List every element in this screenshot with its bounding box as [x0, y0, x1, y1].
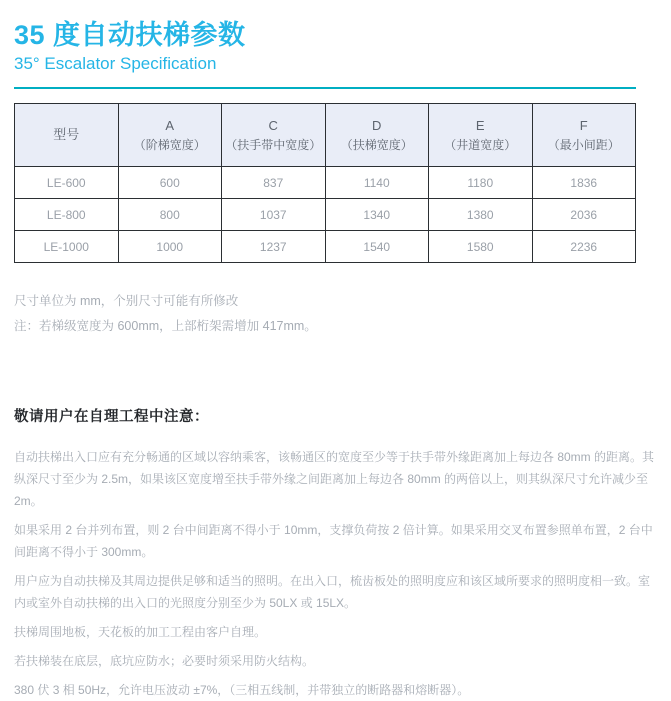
cell-value: 1540	[325, 231, 429, 263]
cell-model: LE-600	[15, 167, 119, 199]
cell-value: 600	[118, 167, 222, 199]
title-divider	[14, 87, 636, 89]
header-label: E	[475, 117, 485, 133]
header-cell-a	[118, 104, 222, 167]
cell-value: 2036	[532, 199, 636, 231]
spec-table	[14, 103, 636, 263]
cell-value: 1580	[429, 231, 533, 263]
notice-paragraph: 扶梯周围地板，天花板的加工工程由客户自理。	[14, 625, 267, 640]
header-label: 型号	[53, 126, 80, 142]
notice-paragraph: 用户应为自动扶梯及其周边提供足够和适当的照明。在出入口，梳齿板处的照明度应和该区域所要求的照明度相一致。室内或室外自动扶梯的出入口的光照度分别至少为 50LX 或 15LX。	[14, 574, 651, 611]
notice-paragraph: 380 伏 3 相 50Hz，允许电压波动 ±7%，（三相五线制，并带独立的断路器和熔断器）。	[14, 683, 470, 698]
cell-value: 1180	[429, 167, 533, 199]
header-label: C	[268, 117, 278, 133]
header-cell-e	[429, 104, 533, 167]
header-label: D	[372, 117, 382, 133]
note-units: 尺寸单位为 mm，个别尺寸可能有所修改	[14, 294, 239, 309]
table-header-row	[15, 104, 636, 167]
cell-value: 1836	[532, 167, 636, 199]
table-row	[15, 231, 636, 263]
notice-paragraph: 如果采用 2 台并列布置，则 2 台中间距离不得小于 10mm，支撑负荷按 2 倍计算。如果采用交叉布置参照单布置，2 台中间距离不得小于 300mm。	[14, 523, 653, 560]
page-subtitle: 35° Escalator Specification	[14, 54, 217, 74]
header-sublabel: （扶手带中宽度）	[225, 137, 322, 152]
cell-value: 1340	[325, 199, 429, 231]
page-title: 35 度自动扶梯参数	[14, 20, 246, 50]
header-sublabel: （井道宽度）	[444, 137, 517, 152]
header-sublabel: （扶梯宽度）	[340, 137, 413, 152]
cell-value: 1380	[429, 199, 533, 231]
header-label: A	[165, 117, 175, 133]
cell-model: LE-1000	[15, 231, 119, 263]
header-label: F	[579, 117, 588, 133]
header-cell-c	[222, 104, 326, 167]
cell-value: 1000	[118, 231, 222, 263]
table-notes	[14, 289, 655, 339]
notice-heading: 敬请用户在自理工程中注意：	[14, 409, 209, 426]
spec-table-header	[15, 104, 636, 167]
cell-value: 1140	[325, 167, 429, 199]
cell-model: LE-800	[15, 199, 119, 231]
cell-value: 837	[222, 167, 326, 199]
header-sublabel: （最小间距）	[547, 137, 620, 152]
header-cell-d	[325, 104, 429, 167]
table-row	[15, 167, 636, 199]
header-cell-model	[15, 104, 119, 167]
note-truss: 注：若梯级宽度为 600mm，上部桁架需增加 417mm。	[14, 319, 317, 334]
header-cell-f	[532, 104, 636, 167]
notice-paragraphs	[14, 446, 655, 701]
table-row	[15, 199, 636, 231]
cell-value: 1037	[222, 199, 326, 231]
header-sublabel: （阶梯宽度）	[133, 137, 206, 152]
notice-paragraph: 若扶梯装在底层，底坑应防水；必要时须采用防火结构。	[14, 654, 315, 669]
cell-value: 2236	[532, 231, 636, 263]
notice-paragraph: 自动扶梯出入口应有充分畅通的区域以容纳乘客，该畅通区的宽度至少等于扶手带外缘距离加上每边各 80mm 的距离。其纵深尺寸至少为 2.5m，如果该区宽度增至扶手带外缘之间距离加上每边各 80mm 的两倍以上，则其纵深尺寸允许减少至 2m。	[14, 450, 655, 509]
cell-value: 1237	[222, 231, 326, 263]
cell-value: 800	[118, 199, 222, 231]
